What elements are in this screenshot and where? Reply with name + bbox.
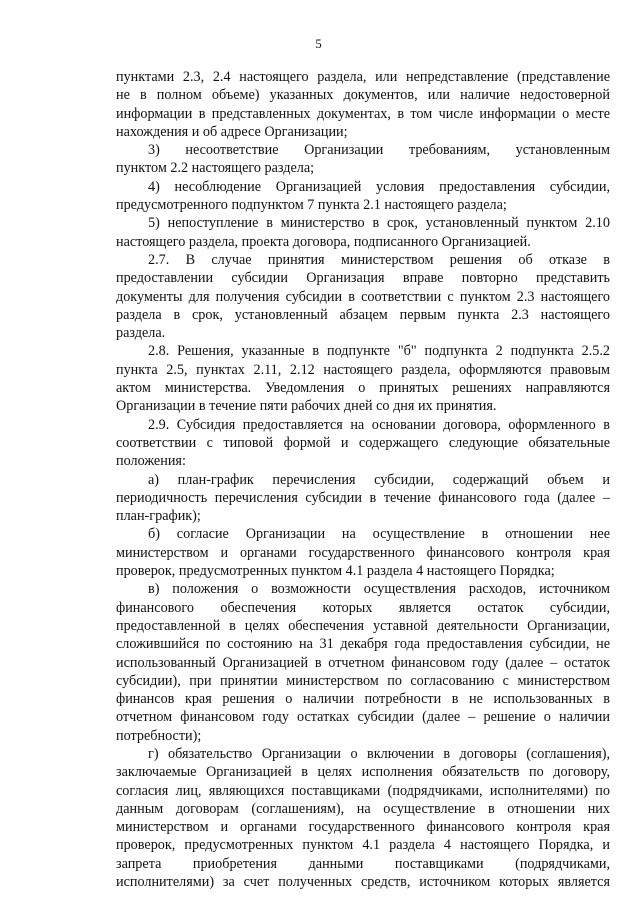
text-line: Организации в течение пяти рабочих дней со дня их принятия. [116,398,497,415]
text-line: проверок, предусмотренных пунктом 4.1 раздела 4 настоящего Порядка; [116,563,555,580]
text-line: согласия лиц, являющихся поставщиками (подрядчиками, исполнителями) по [116,782,610,799]
text-line: 2.9. Субсидия предоставляется на основании договора, оформленного в [148,416,610,433]
text-line: проверок, предусмотренных пунктом 4.1 раздела 4 настоящего Порядка, и [116,837,610,854]
text-line: 2.8. Решения, указанные в подпункте "б" подпункта 2 подпункта 2.5.2 [148,343,610,360]
text-line: 2.7. В случае принятия министерством решения об отказе в [148,251,610,268]
text-line: использованный Организацией в отчетном финансовом году (далее – остаток [116,654,610,671]
text-line: положения: [116,453,186,470]
text-line: соответствии с типовой формой и содержащего следующие обязательные [116,434,610,451]
text-line: г) обязательство Организации о включении в договоры (соглашения), [148,745,610,762]
text-line: пунктом 2.2 настоящего раздела; [116,160,315,177]
text-line: в) положения о возможности осуществления расходов, источником [148,581,610,598]
text-line: документы для получения субсидии в соответствии с пунктом 2.3 настоящего [116,288,610,305]
text-line: 4) несоблюдение Организацией условия предоставления субсидии, [148,178,610,195]
text-line: отчетном финансовом году остатках субсидии (далее – решение о наличии [116,709,610,726]
text-line: предоставлении субсидии Организация вправе повторно представить [116,270,610,287]
text-line: актом министерства. Уведомления о принятых решениях направляются [116,380,610,397]
document-body [116,68,610,891]
text-line: предусмотренного подпунктом 7 пункта 2.1 настоящего раздела; [116,197,507,214]
text-line: не в полном объеме) указанных документов, или наличие недостоверной [116,87,610,104]
text-line: информации в представленных документах, в том числе информации о месте [116,105,610,122]
text-line: запрета приобретения данными поставщиками (подрядчиками, [116,855,610,872]
text-line: потребности); [116,727,202,744]
text-line: пункта 2.5, пунктах 2.11, 2.12 настоящего раздела, оформляются правовым [116,361,610,378]
text-line: исполнителями) за счет полученных средств, источником которых является [116,874,610,891]
text-line: план-график); [116,508,201,525]
text-line: периодичность перечисления субсидии в течение финансового года (далее – [116,489,610,506]
text-line: предоставленной в целях обеспечения уставной деятельности Организации, [116,617,610,634]
text-line: министерством и органами государственного финансового контроля края [116,819,610,836]
text-line: заключаемые Организацией в целях исполнения обязательств по договору, [116,764,610,781]
text-line: министерством и органами государственного финансового контроля края [116,544,610,561]
text-line: финансов края решения о наличии потребности в не использованных в [116,691,610,708]
text-line: а) план-график перечисления субсидии, содержащий объем и [148,471,610,488]
text-line: субсидии), при принятии министерством по согласованию с министерством [116,672,610,689]
text-line: финансового обеспечения которых является остаток субсидии, [116,599,610,616]
page-number: 5 [315,36,322,51]
text-line: сложившийся по состоянию на 31 декабря года предоставления субсидии, не [116,636,610,653]
text-line: пунктами 2.3, 2.4 настоящего раздела, или непредставление (представление [116,69,610,85]
text-line: нахождения и об адресе Организации; [116,123,348,140]
text-line: раздела в срок, установленный абзацем первым пункта 2.3 настоящего [116,306,610,323]
text-line: 5) непоступление в министерство в срок, установленный пунктом 2.10 [148,215,610,232]
text-line: 3) несоответствие Организации требованиям, установленным [148,142,610,159]
text-line: данным договорам (соглашениям), на осуществление в отношении них [116,800,610,817]
text-line: раздела. [116,325,166,342]
text-line: настоящего раздела, проекта договора, подписанного Организацией. [116,233,531,250]
text-line: б) согласие Организации на осуществление в отношении нее [148,526,610,543]
